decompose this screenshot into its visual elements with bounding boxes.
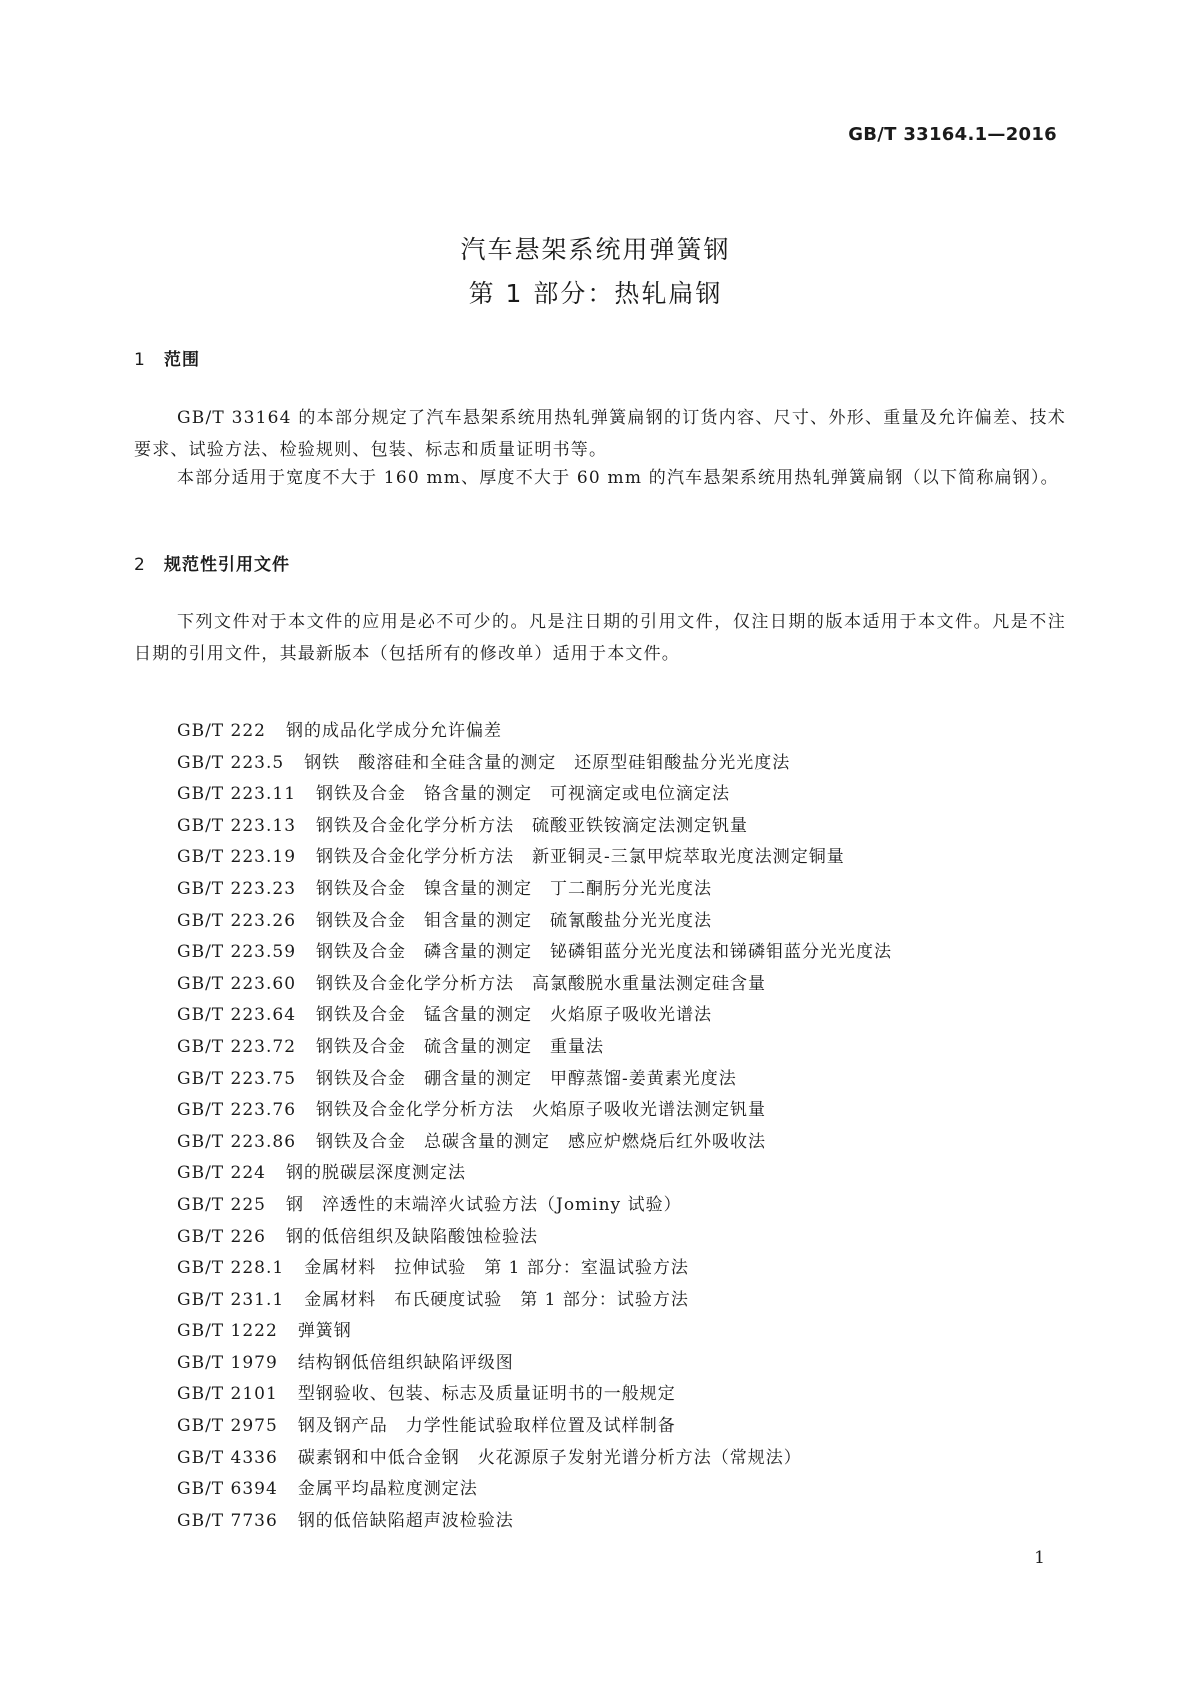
reference-code: GB/T 224 xyxy=(177,1163,266,1184)
reference-item xyxy=(177,1000,892,1032)
reference-title: 结构钢低倍组织缺陷评级图 xyxy=(297,1352,514,1373)
section-1-number: 1 xyxy=(134,350,146,370)
reference-item xyxy=(177,748,892,780)
reference-item xyxy=(177,1379,892,1411)
reference-item xyxy=(177,1190,892,1222)
reference-item xyxy=(177,779,892,811)
reference-code: GB/T 223.86 xyxy=(177,1131,297,1152)
reference-code: GB/T 2975 xyxy=(177,1416,278,1437)
reference-title: 钢铁及合金 铬含量的测定 可视滴定或电位滴定法 xyxy=(316,784,731,805)
reference-code: GB/T 223.72 xyxy=(177,1036,297,1057)
reference-item xyxy=(177,1506,892,1538)
reference-code: GB/T 6394 xyxy=(177,1479,278,1500)
reference-item xyxy=(177,906,892,938)
reference-title: 钢铁及合金 锰含量的测定 火焰原子吸收光谱法 xyxy=(316,1005,713,1026)
scope-paragraph-1: GB/T 33164 的本部分规定了汽车悬架系统用热轧弹簧扁钢的订货内容、尺寸、外形、重量及允许偏差、技术要求、试验方法、检验规则、包装、标志和质量证明书等。 xyxy=(134,408,1066,460)
reference-title: 钢的成品化学成分允许偏差 xyxy=(286,721,502,741)
reference-item xyxy=(177,1064,892,1096)
reference-title: 钢铁及合金 钼含量的测定 硫氰酸盐分光光度法 xyxy=(316,910,713,931)
reference-title: 钢铁及合金 硫含量的测定 重量法 xyxy=(316,1036,605,1057)
reference-title: 钢铁及合金化学分析方法 火焰原子吸收光谱法测定钒量 xyxy=(316,1100,767,1121)
reference-item xyxy=(177,716,892,748)
reference-title: 钢铁及合金 磷含量的测定 铋磷钼蓝分光光度法和锑磷钼蓝分光光度法 xyxy=(316,942,893,963)
reference-item xyxy=(177,874,892,906)
reference-code: GB/T 223.75 xyxy=(177,1068,297,1089)
document-title xyxy=(0,228,1191,316)
section-2-title: 规范性引用文件 xyxy=(164,555,290,575)
title-line-2: 第 1 部分：热轧扁钢 xyxy=(468,279,723,308)
reference-title: 钢的脱碳层深度测定法 xyxy=(286,1163,466,1184)
reference-title: 碳素钢和中低合金钢 火花源原子发射光谱分析方法（常规法） xyxy=(297,1447,802,1468)
reference-item xyxy=(177,1316,892,1348)
reference-title: 弹簧钢 xyxy=(297,1321,352,1342)
reference-code: GB/T 223.26 xyxy=(177,910,297,931)
reference-code: GB/T 4336 xyxy=(177,1447,278,1468)
reference-code: GB/T 223.13 xyxy=(177,815,297,836)
reference-item xyxy=(177,1411,892,1443)
reference-title: 钢铁及合金 镍含量的测定 丁二酮肟分光光度法 xyxy=(316,878,713,899)
reference-code: GB/T 1979 xyxy=(177,1352,278,1373)
page-number: 1 xyxy=(1034,1548,1045,1568)
reference-title: 金属平均晶粒度测定法 xyxy=(297,1479,478,1500)
reference-title: 钢铁及合金化学分析方法 硫酸亚铁铵滴定法测定钒量 xyxy=(316,815,749,836)
reference-item xyxy=(177,1253,892,1285)
reference-title: 金属材料 拉伸试验 第 1 部分：室温试验方法 xyxy=(304,1258,689,1279)
reference-item xyxy=(177,1095,892,1127)
reference-code: GB/T 223.11 xyxy=(177,784,297,805)
reference-item xyxy=(177,969,892,1001)
reference-title: 钢的低倍组织及缺陷酸蚀检验法 xyxy=(286,1226,538,1247)
reference-title: 钢铁及合金化学分析方法 新亚铜灵-三氯甲烷萃取光度法测定铜量 xyxy=(316,847,845,868)
section-1-heading xyxy=(134,345,200,370)
reference-item xyxy=(177,1127,892,1159)
reference-code: GB/T 222 xyxy=(177,721,266,741)
reference-title: 钢铁 酸溶硅和全硅含量的测定 还原型硅钼酸盐分光光度法 xyxy=(304,752,791,773)
reference-title: 钢铁及合金化学分析方法 高氯酸脱水重量法测定硅含量 xyxy=(316,973,767,994)
reference-code: GB/T 226 xyxy=(177,1226,266,1247)
reference-item xyxy=(177,1032,892,1064)
reference-code: GB/T 223.60 xyxy=(177,973,297,994)
reference-item xyxy=(177,1158,892,1190)
standard-number: GB/T 33164.1—2016 xyxy=(848,124,1057,145)
reference-item xyxy=(177,842,892,874)
reference-code: GB/T 223.23 xyxy=(177,878,297,899)
reference-item xyxy=(177,1443,892,1475)
reference-title: 型钢验收、包装、标志及质量证明书的一般规定 xyxy=(297,1384,676,1405)
reference-title: 钢的低倍缺陷超声波检验法 xyxy=(297,1510,514,1531)
section-1-title: 范围 xyxy=(164,350,200,370)
reference-code: GB/T 225 xyxy=(177,1194,266,1215)
reference-item xyxy=(177,1348,892,1380)
reference-code: GB/T 231.1 xyxy=(177,1289,285,1310)
reference-title: 钢 淬透性的末端淬火试验方法（Jominy 试验） xyxy=(286,1194,682,1215)
scope-paragraph-2: 本部分适用于宽度不大于 160 mm、厚度不大于 60 mm 的汽车悬架系统用热轧弹簧扁钢（以下简称扁钢）。 xyxy=(177,468,1059,488)
reference-code: GB/T 223.5 xyxy=(177,752,285,773)
reference-list xyxy=(177,716,892,1537)
section-2-heading xyxy=(134,550,290,575)
reference-code: GB/T 223.59 xyxy=(177,942,297,963)
reference-code: GB/T 7736 xyxy=(177,1510,278,1531)
reference-code: GB/T 2101 xyxy=(177,1384,278,1405)
reference-code: GB/T 223.76 xyxy=(177,1100,297,1121)
reference-code: GB/T 223.64 xyxy=(177,1005,297,1026)
section-2-number: 2 xyxy=(134,555,146,575)
reference-item xyxy=(177,811,892,843)
references-intro: 下列文件对于本文件的应用是必不可少的。凡是注日期的引用文件，仅注日期的版本适用于本文件。凡是不注日期的引用文件，其最新版本（包括所有的修改单）适用于本文件。 xyxy=(134,612,1066,664)
reference-item xyxy=(177,1474,892,1506)
reference-title: 钢铁及合金 总碳含量的测定 感应炉燃烧后红外吸收法 xyxy=(316,1131,767,1152)
reference-code: GB/T 1222 xyxy=(177,1321,278,1342)
reference-code: GB/T 223.19 xyxy=(177,847,297,868)
reference-code: GB/T 228.1 xyxy=(177,1258,285,1279)
title-line-1: 汽车悬架系统用弹簧钢 xyxy=(460,235,731,264)
reference-title: 钢及钢产品 力学性能试验取样位置及试样制备 xyxy=(297,1416,676,1437)
reference-item xyxy=(177,1222,892,1254)
reference-title: 钢铁及合金 硼含量的测定 甲醇蒸馏-姜黄素光度法 xyxy=(316,1068,737,1089)
reference-item xyxy=(177,1285,892,1317)
reference-title: 金属材料 布氏硬度试验 第 1 部分：试验方法 xyxy=(304,1289,689,1310)
reference-item xyxy=(177,937,892,969)
